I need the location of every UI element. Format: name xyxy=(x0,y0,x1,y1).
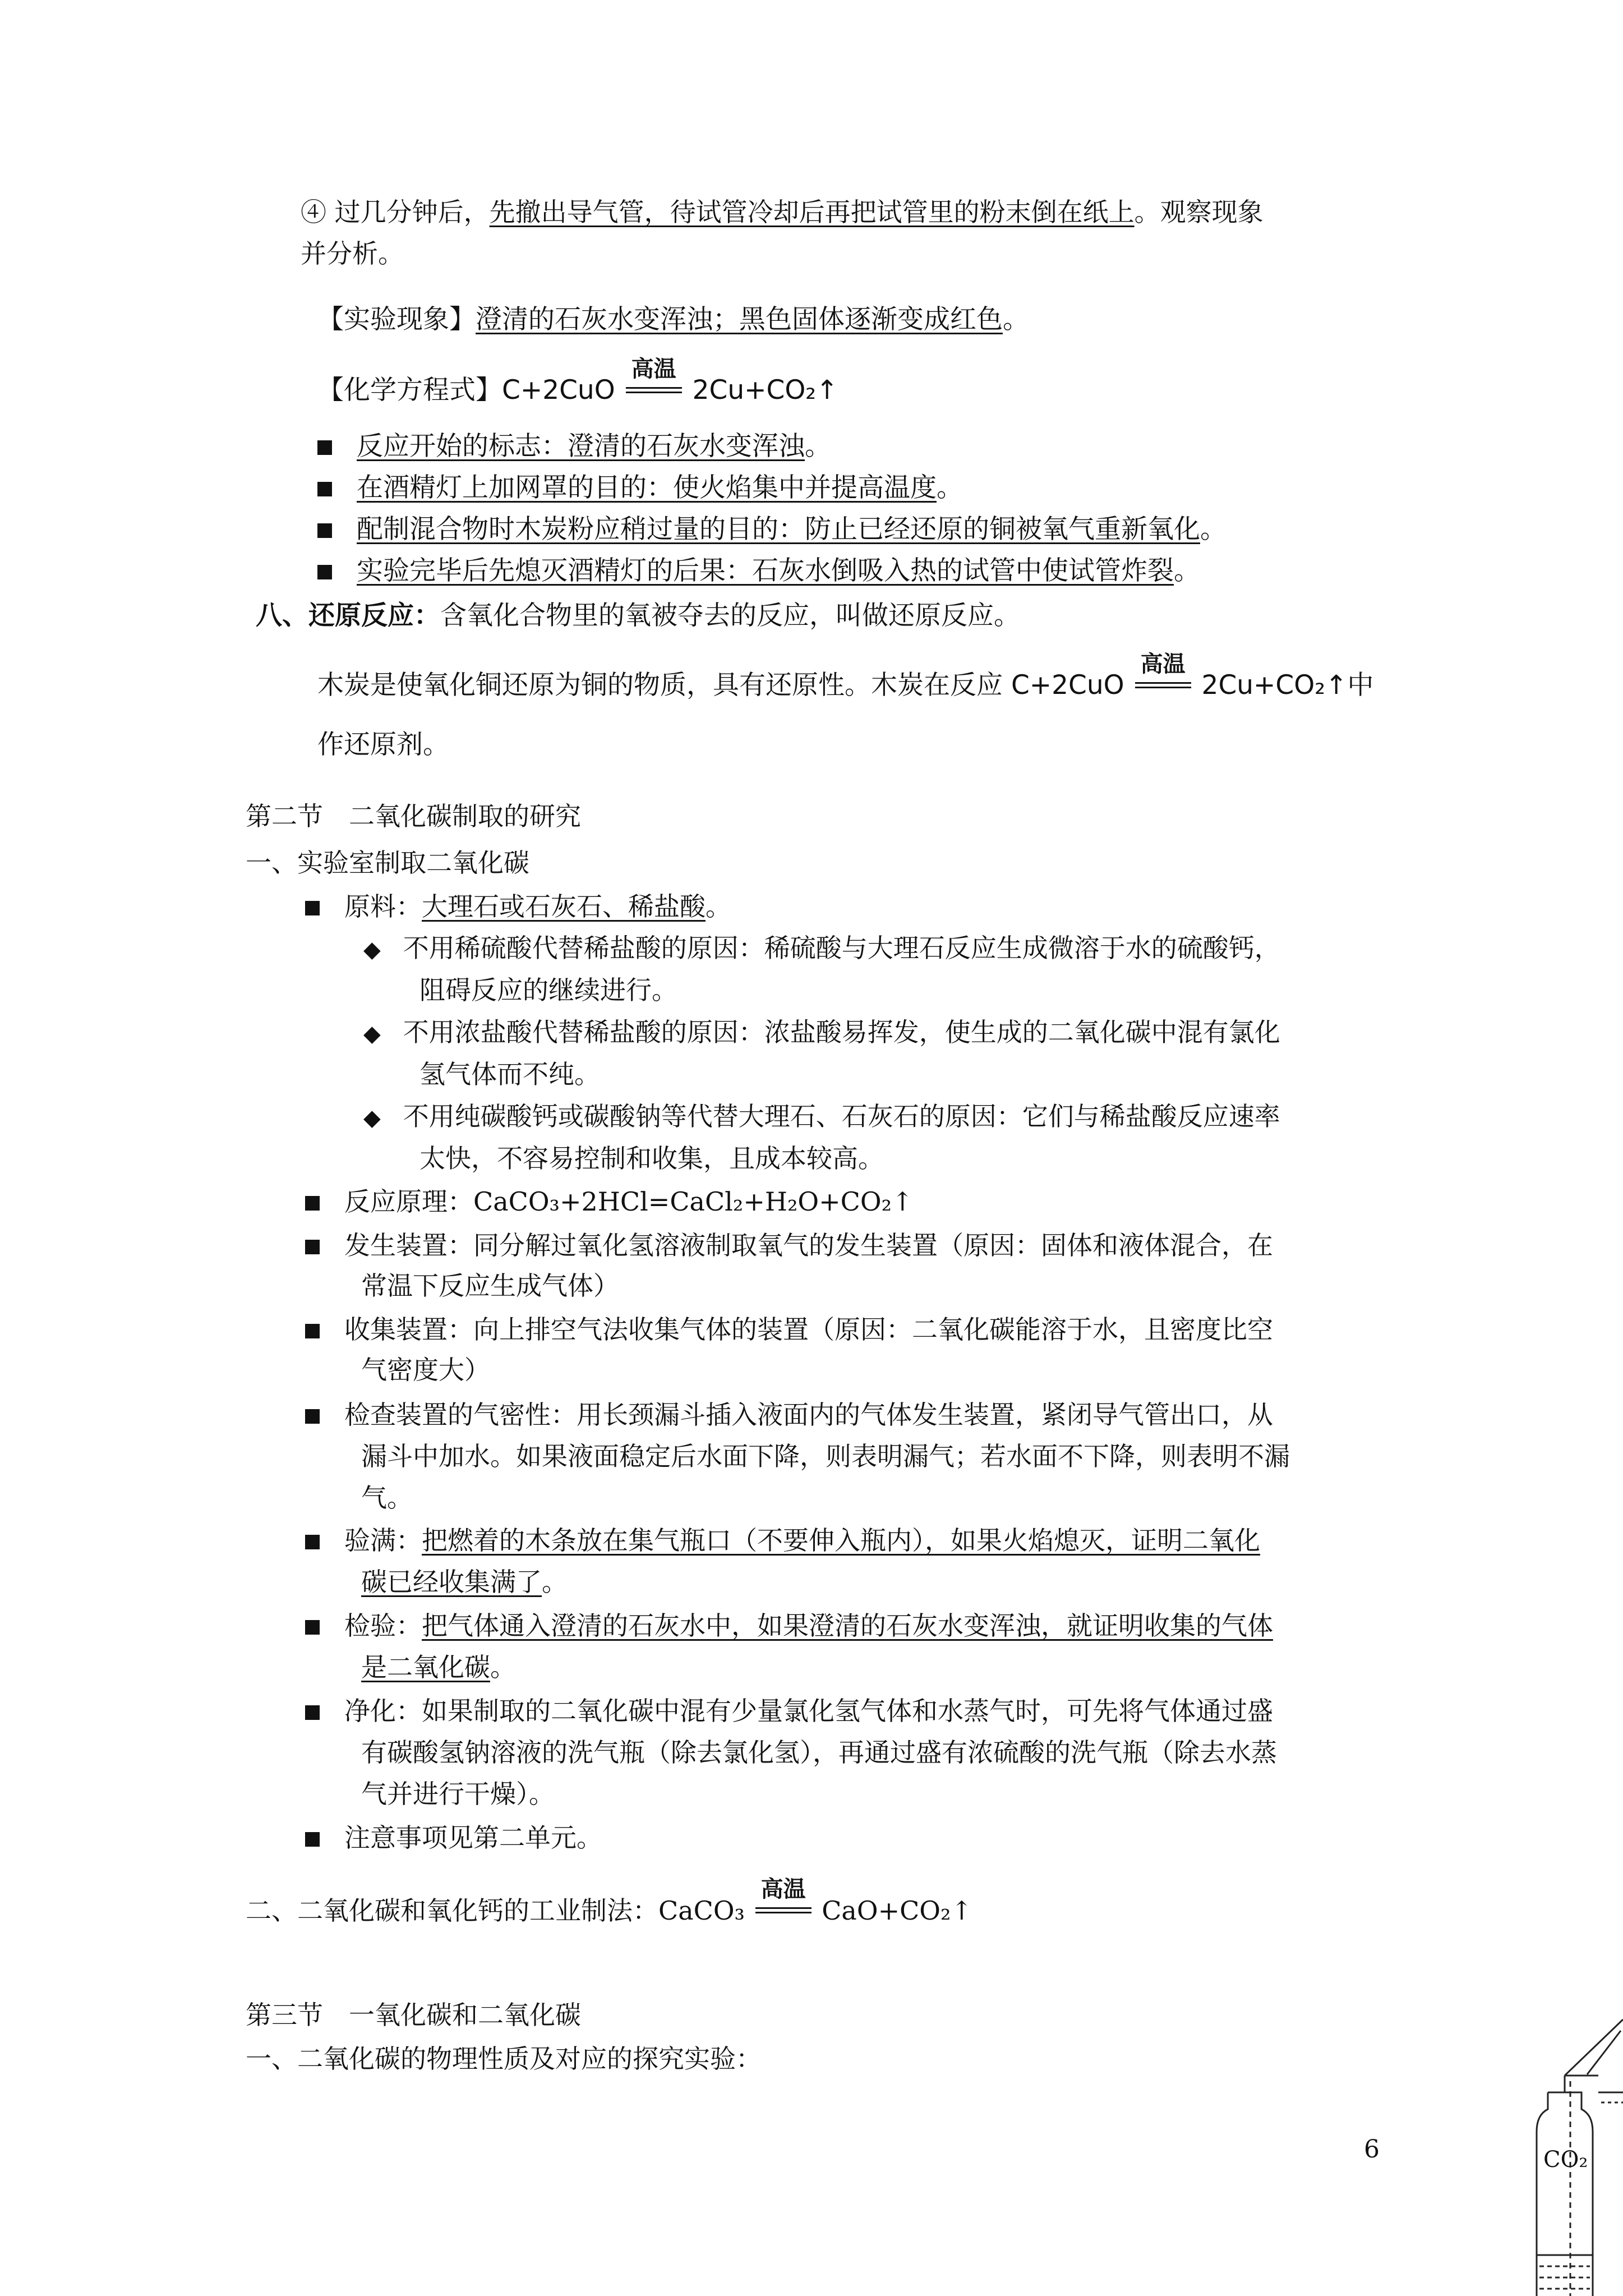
collector-cont: 气密度大） xyxy=(361,1355,490,1385)
section2-part1: 一、实验室制取二氧化碳 xyxy=(246,848,529,878)
square-bullet-icon xyxy=(305,1240,320,1254)
step4-line2: 并分析。 xyxy=(301,238,404,269)
diamond-bullet-icon: ◆ xyxy=(363,937,381,963)
square-bullet-icon xyxy=(305,1535,320,1549)
diamond-bullet-icon: ◆ xyxy=(363,1021,381,1047)
reaction-condition: 高温 xyxy=(1133,669,1193,702)
square-bullet-icon xyxy=(305,1324,320,1338)
square-bullet-icon xyxy=(305,1196,320,1211)
principle-item: 反应原理：CaCO₃+2HCl=CaCl₂+H₂O+CO₂↑ xyxy=(305,1185,914,1218)
full-check-item: 验满：把燃着的木条放在集气瓶口（不要伸入瓶内），如果火焰熄灭，证明二氧化 xyxy=(305,1524,1260,1557)
square-bullet-icon xyxy=(317,523,332,538)
reduction-line2: 作还原剂。 xyxy=(317,729,449,760)
notice-item: 注意事项见第二单元。 xyxy=(305,1821,602,1855)
test-cont: 是二氧化碳。 xyxy=(361,1652,516,1682)
sub-item-cont: 氢气体而不纯。 xyxy=(419,1059,600,1089)
sub-item-cont: 阻碍反应的继续进行。 xyxy=(419,975,677,1005)
purify-cont: 气并进行干燥）。 xyxy=(361,1779,555,1809)
section2-title: 第二节 二氧化碳制取的研究 xyxy=(246,801,581,831)
materials-item: 原料：大理石或石灰石、稀盐酸。 xyxy=(305,890,731,923)
step-number: ④ xyxy=(301,197,326,227)
square-bullet-icon xyxy=(305,1705,320,1720)
industrial-method: 二、二氧化碳和氧化钙的工业制法：CaCO₃ 高温 CaO+CO₂↑ xyxy=(246,1894,972,1927)
square-bullet-icon xyxy=(305,1832,320,1847)
square-bullet-icon xyxy=(305,1620,320,1635)
airtight-cont: 漏斗中加水。如果液面稳定后水面下降，则表明漏气；若水面不下降，则表明不漏 xyxy=(361,1441,1290,1471)
square-bullet-icon xyxy=(317,440,332,455)
square-bullet-icon xyxy=(305,901,320,915)
sub-item: ◆ 不用稀硫酸代替稀盐酸的原因：稀硫酸与大理石反应生成微溶于水的硫酸钙， xyxy=(363,931,1280,967)
reduction-line1: 木炭是使氧化铜还原为铜的物质，具有还原性。木炭在反应 C+2CuO 高温 2Cu+CO₂↑中 xyxy=(317,669,1373,702)
equation-line: 【化学方程式】C+2CuO 高温 2Cu+CO₂↑ xyxy=(317,374,838,407)
sub-item: ◆ 不用浓盐酸代替稀盐酸的原因：浓盐酸易挥发，使生成的二氧化碳中混有氯化 xyxy=(363,1015,1280,1051)
phenomenon-line: 【实验现象】澄清的石灰水变浑浊；黑色固体逐渐变成红色。 xyxy=(317,304,1029,335)
reaction-condition: 高温 xyxy=(753,1894,814,1927)
note-item: 配制混合物时木炭粉应稍过量的目的：防止已经还原的铜被氧气重新氧化。 xyxy=(317,513,1227,546)
square-bullet-icon xyxy=(305,1409,320,1424)
airtight-cont: 气。 xyxy=(361,1483,413,1513)
square-bullet-icon xyxy=(317,565,332,579)
square-bullet-icon xyxy=(317,482,332,496)
full-check-cont: 碳已经收集满了。 xyxy=(361,1567,568,1597)
collector-item: 收集装置：向上排空气法收集气体的装置（原因：二氧化碳能溶于水，且密度比空 xyxy=(305,1313,1273,1346)
sub-item-cont: 太快，不容易控制和收集，且成本较高。 xyxy=(419,1143,884,1174)
purify-item: 净化：如果制取的二氧化碳中混有少量氯化氢气体和水蒸气时，可先将气体通过盛 xyxy=(305,1694,1273,1728)
reduction-heading: 八、还原反应：含氧化合物里的氧被夺去的反应，叫做还原反应。 xyxy=(256,600,1020,631)
diamond-bullet-icon: ◆ xyxy=(363,1105,381,1131)
sub-item: ◆ 不用纯碳酸钙或碳酸钠等代替大理石、石灰石的原因：它们与稀盐酸反应速率 xyxy=(363,1099,1280,1135)
generator-item: 发生装置：同分解过氧化氢溶液制取氧气的发生装置（原因：固体和液体混合，在 xyxy=(305,1228,1273,1262)
generator-cont: 常温下反应生成气体） xyxy=(361,1271,619,1301)
page-number: 6 xyxy=(1364,2135,1380,2164)
section3-title: 第三节 一氧化碳和二氧化碳 xyxy=(246,2000,581,2030)
note-item: 反应开始的标志：澄清的石灰水变浑浊。 xyxy=(317,430,831,463)
airtight-item: 检查装置的气密性：用长颈漏斗插入液面内的气体发生装置，紧闭导气管出口，从 xyxy=(305,1398,1273,1432)
step4-line1: ④ 过几分钟后，先撤出导气管，待试管冷却后再把试管里的粉末倒在纸上。观察现象 xyxy=(301,197,1264,227)
note-item: 在酒精灯上加网罩的目的：使火焰集中并提高温度。 xyxy=(317,471,963,505)
purify-cont: 有碳酸氢钠溶液的洗气瓶（除去氯化氢），再通过盛有浓硫酸的洗气瓶（除去水蒸 xyxy=(361,1737,1277,1768)
test-item: 检验：把气体通入澄清的石灰水中，如果澄清的石灰水变浑浊，就证明收集的气体 xyxy=(305,1609,1273,1642)
co2-label: CO₂ xyxy=(1543,2147,1588,2173)
note-item: 实验完毕后先熄灭酒精灯的后果：石灰水倒吸入热的试管中使试管炸裂。 xyxy=(317,554,1200,588)
reaction-condition: 高温 xyxy=(624,374,684,407)
section3-part1: 一、二氧化碳的物理性质及对应的探究实验： xyxy=(246,2044,762,2074)
